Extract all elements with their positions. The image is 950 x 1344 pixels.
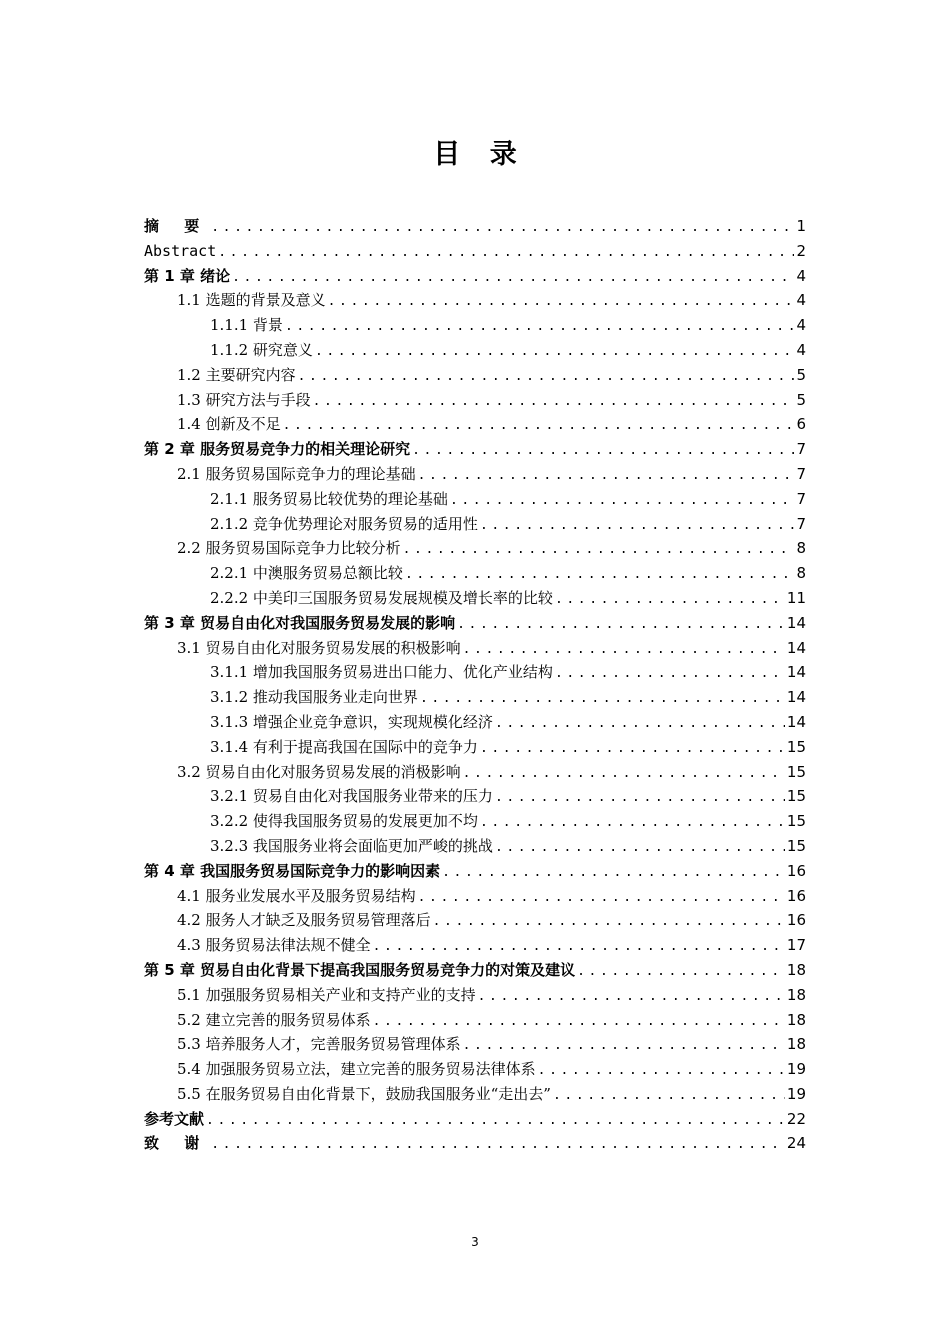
toc-leader-dots: [442, 861, 785, 884]
toc-leader-dots: [457, 613, 785, 636]
toc-leader-dots: [538, 1059, 785, 1082]
toc-leader-dots: [412, 439, 794, 462]
toc-entry-subsection[interactable]: [144, 735, 806, 760]
toc-entry-label: 4.1 服务业发展水平及服务贸易结构: [177, 886, 416, 905]
toc-entry-label: 5.2 建立完善的服务贸易体系: [177, 1010, 371, 1029]
toc-leader-dots: [418, 886, 785, 909]
toc-entry-label: 致 谢: [144, 1134, 210, 1153]
toc-entry-acknowledgements[interactable]: [144, 1131, 806, 1156]
toc-entry-chapter-1[interactable]: [144, 264, 806, 289]
toc-entry-subsection[interactable]: [144, 561, 806, 586]
toc-entry-label: 3.1.3 增强企业竞争意识，实现规模化经济: [210, 712, 493, 731]
toc-entry-page: 15: [786, 787, 806, 806]
toc-entry-label: 4.3 服务贸易法律法规不健全: [177, 936, 371, 955]
toc-entry-subsection[interactable]: [144, 660, 806, 685]
toc-entry-page: 8: [796, 564, 806, 583]
toc-leader-dots: [480, 811, 785, 834]
toc-leader-dots: [206, 1109, 785, 1132]
toc-entry-abstract-cn[interactable]: [144, 214, 806, 239]
toc-entry-page: 7: [796, 464, 806, 483]
toc-entry-label: 5.5 在服务贸易自由化背景下，鼓励我国服务业“走出去”: [177, 1084, 551, 1103]
toc-leader-dots: [577, 960, 785, 983]
toc-entry-section[interactable]: [144, 983, 806, 1008]
toc-leader-dots: [298, 365, 795, 388]
toc-entry-label: 第 5 章 贸易自由化背景下提高我国服务贸易竞争力的对策及建议: [144, 960, 576, 979]
toc-entry-label: 2.2.2 中美印三国服务贸易发展规模及增长率的比较: [210, 588, 553, 607]
toc-entry-label: 3.1.4 有利于提高我国在国际中的竞争力: [210, 737, 478, 756]
toc-leader-dots: [211, 1133, 785, 1156]
toc-entry-page: 18: [786, 1035, 806, 1054]
toc-entry-page: 4: [796, 291, 806, 310]
toc-leader-dots: [450, 489, 795, 512]
toc-leader-dots: [555, 662, 785, 685]
toc-leader-dots: [495, 836, 785, 859]
toc-entry-label: 5.4 加强服务贸易立法，建立完善的服务贸易法律体系: [177, 1060, 536, 1079]
toc-entry-label: 3.1.1 增加我国服务贸易进出口能力、优化产业结构: [210, 663, 553, 682]
toc-entry-subsection[interactable]: [144, 809, 806, 834]
toc-leader-dots: [232, 266, 794, 289]
toc-leader-dots: [405, 563, 795, 586]
toc-entry-page: 4: [796, 340, 806, 359]
toc-entry-page: 14: [786, 712, 806, 731]
toc-entry-label: 1.1 选题的背景及意义: [177, 291, 326, 310]
toc-entry-page: 5: [796, 390, 806, 409]
toc-entry-label: 参考文献: [144, 1109, 205, 1128]
toc-leader-dots: [495, 712, 785, 735]
toc-entry-chapter-5[interactable]: [144, 958, 806, 983]
toc-leader-dots: [480, 514, 795, 537]
toc-leader-dots: [478, 985, 785, 1008]
toc-leader-dots: [218, 241, 794, 264]
toc-entry-page: 18: [786, 960, 806, 979]
toc-entry-page: 2: [796, 241, 806, 260]
toc-leader-dots: [480, 737, 785, 760]
toc-entry-section[interactable]: [144, 288, 806, 313]
toc-entry-page: 1: [796, 217, 806, 235]
toc-leader-dots: [463, 1034, 785, 1057]
toc-entry-label: 3.2 贸易自由化对服务贸易发展的消极影响: [177, 762, 461, 781]
toc-entry-page: 7: [796, 514, 806, 533]
toc-leader-dots: [555, 588, 785, 611]
toc-entry-section[interactable]: [144, 388, 806, 413]
toc-entry-section[interactable]: [144, 462, 806, 487]
toc-entry-section[interactable]: [144, 884, 806, 909]
toc-entry-page: 4: [796, 266, 806, 285]
toc-leader-dots: [433, 910, 785, 933]
toc-entry-page: 24: [786, 1134, 806, 1153]
toc-entry-page: 6: [796, 415, 806, 434]
toc-entry-subsection[interactable]: [144, 710, 806, 735]
toc-entry-label: 1.4 创新及不足: [177, 415, 281, 434]
toc-entry-subsection[interactable]: [144, 685, 806, 710]
toc-entry-section[interactable]: [144, 1008, 806, 1033]
toc-entry-page: 14: [786, 613, 806, 632]
toc-entry-label: 3.2.3 我国服务业将会面临更加严峻的挑战: [210, 836, 493, 855]
toc-entry-page: 16: [786, 861, 806, 880]
toc-entry-page: 15: [786, 836, 806, 855]
toc-entry-label: 3.2.1 贸易自由化对我国服务业带来的压力: [210, 787, 493, 806]
toc-entry-page: 22: [786, 1109, 806, 1128]
toc-entry-label: 3.2.2 使得我国服务贸易的发展更加不均: [210, 812, 478, 831]
toc-entry-section[interactable]: [144, 636, 806, 661]
toc-entry-page: 18: [786, 1010, 806, 1029]
toc-entry-label: 第 2 章 服务贸易竞争力的相关理论研究: [144, 440, 411, 459]
page-number: 3: [471, 1235, 479, 1249]
toc-entry-page: 14: [786, 663, 806, 682]
toc-entry-chapter-3[interactable]: [144, 611, 806, 636]
toc-entry-page: 14: [786, 638, 806, 657]
toc-entry-label: 2.1.1 服务贸易比较优势的理论基础: [210, 489, 448, 508]
toc-entry-label: 第 1 章 绪论: [144, 266, 231, 285]
toc-leader-dots: [418, 464, 795, 487]
toc-entry-page: 18: [786, 985, 806, 1004]
toc-entry-label: 3.1.2 推动我国服务业走向世界: [210, 688, 418, 707]
toc-entry-section[interactable]: [144, 412, 806, 437]
toc-entry-subsection[interactable]: [144, 784, 806, 809]
toc-entry-subsection[interactable]: [144, 487, 806, 512]
toc-entry-subsection[interactable]: [144, 512, 806, 537]
toc-entry-section[interactable]: [144, 1082, 806, 1107]
toc-leader-dots: [553, 1084, 785, 1107]
toc-entry-label: 2.1 服务贸易国际竞争力的理论基础: [177, 464, 416, 483]
toc-leader-dots: [373, 1010, 785, 1033]
toc-entry-section[interactable]: [144, 908, 806, 933]
toc-entry-label: 1.3 研究方法与手段: [177, 390, 311, 409]
toc-entry-page: 15: [786, 737, 806, 756]
toc-entry-subsection[interactable]: [144, 834, 806, 859]
toc-entry-subsection[interactable]: [144, 338, 806, 363]
toc-entry-page: 15: [786, 812, 806, 831]
toc-entry-label: 1.1.2 研究意义: [210, 340, 313, 359]
toc-leader-dots: [283, 414, 795, 437]
toc-entry-page: 14: [786, 688, 806, 707]
toc-entry-section[interactable]: [144, 760, 806, 785]
toc-entry-section[interactable]: [144, 536, 806, 561]
toc-leader-dots: [420, 687, 785, 710]
toc-leader-dots: [328, 290, 795, 313]
toc-entry-page: 16: [786, 911, 806, 930]
toc-leader-dots: [313, 390, 795, 413]
toc-entry-label: 1.2 主要研究内容: [177, 365, 296, 384]
toc-entry-subsection[interactable]: [144, 586, 806, 611]
toc-entry-label: 4.2 服务人才缺乏及服务贸易管理落后: [177, 911, 431, 930]
toc-entry-page: 16: [786, 886, 806, 905]
toc-entry-page: 19: [786, 1084, 806, 1103]
toc-entry-page: 8: [796, 539, 806, 558]
toc-entry-page: 4: [796, 316, 806, 335]
toc-entry-label: 2.2 服务贸易国际竞争力比较分析: [177, 539, 401, 558]
page-title: 目 录: [433, 139, 527, 170]
toc-entry-label: 1.1.1 背景: [210, 316, 283, 335]
toc-entry-subsection[interactable]: [144, 313, 806, 338]
toc-leader-dots: [315, 340, 795, 363]
toc-leader-dots: [495, 786, 785, 809]
toc-entry-page: 5: [796, 365, 806, 384]
toc-entry-section[interactable]: [144, 1057, 806, 1082]
toc-leader-dots: [211, 216, 794, 239]
toc-entry-label: 3.1 贸易自由化对服务贸易发展的积极影响: [177, 638, 461, 657]
toc-leader-dots: [285, 315, 795, 338]
toc-leader-dots: [403, 538, 795, 561]
toc-entry-abstract-en[interactable]: [144, 239, 806, 264]
toc-entry-label: 第 3 章 贸易自由化对我国服务贸易发展的影响: [144, 613, 456, 632]
toc-entry-page: 7: [796, 440, 806, 459]
toc-entry-page: 11: [786, 588, 806, 607]
toc-entry-label: 2.1.2 竞争优势理论对服务贸易的适用性: [210, 514, 478, 533]
toc-entry-chapter-2[interactable]: [144, 437, 806, 462]
toc-entry-section[interactable]: [144, 363, 806, 388]
toc-entry-page: 15: [786, 762, 806, 781]
toc-entry-label: Abstract: [144, 241, 217, 260]
toc-entry-chapter-4[interactable]: [144, 859, 806, 884]
toc-entry-label: 第 4 章 我国服务贸易国际竞争力的影响因素: [144, 861, 441, 880]
toc-leader-dots: [463, 638, 785, 661]
toc-entry-page: 17: [786, 936, 806, 955]
toc-entry-label: 5.1 加强服务贸易相关产业和支持产业的支持: [177, 985, 476, 1004]
toc-entry-page: 7: [796, 489, 806, 508]
toc-entry-label: 摘 要: [144, 217, 210, 235]
toc-leader-dots: [463, 762, 785, 785]
toc-entry-label: 5.3 培养服务人才，完善服务贸易管理体系: [177, 1035, 461, 1054]
toc-entry-section[interactable]: [144, 933, 806, 958]
table-of-contents: [144, 214, 806, 1156]
toc-leader-dots: [373, 935, 785, 958]
toc-entry-label: 2.2.1 中澳服务贸易总额比较: [210, 564, 403, 583]
toc-entry-section[interactable]: [144, 1032, 806, 1057]
toc-entry-references[interactable]: [144, 1107, 806, 1132]
toc-entry-page: 19: [786, 1060, 806, 1079]
